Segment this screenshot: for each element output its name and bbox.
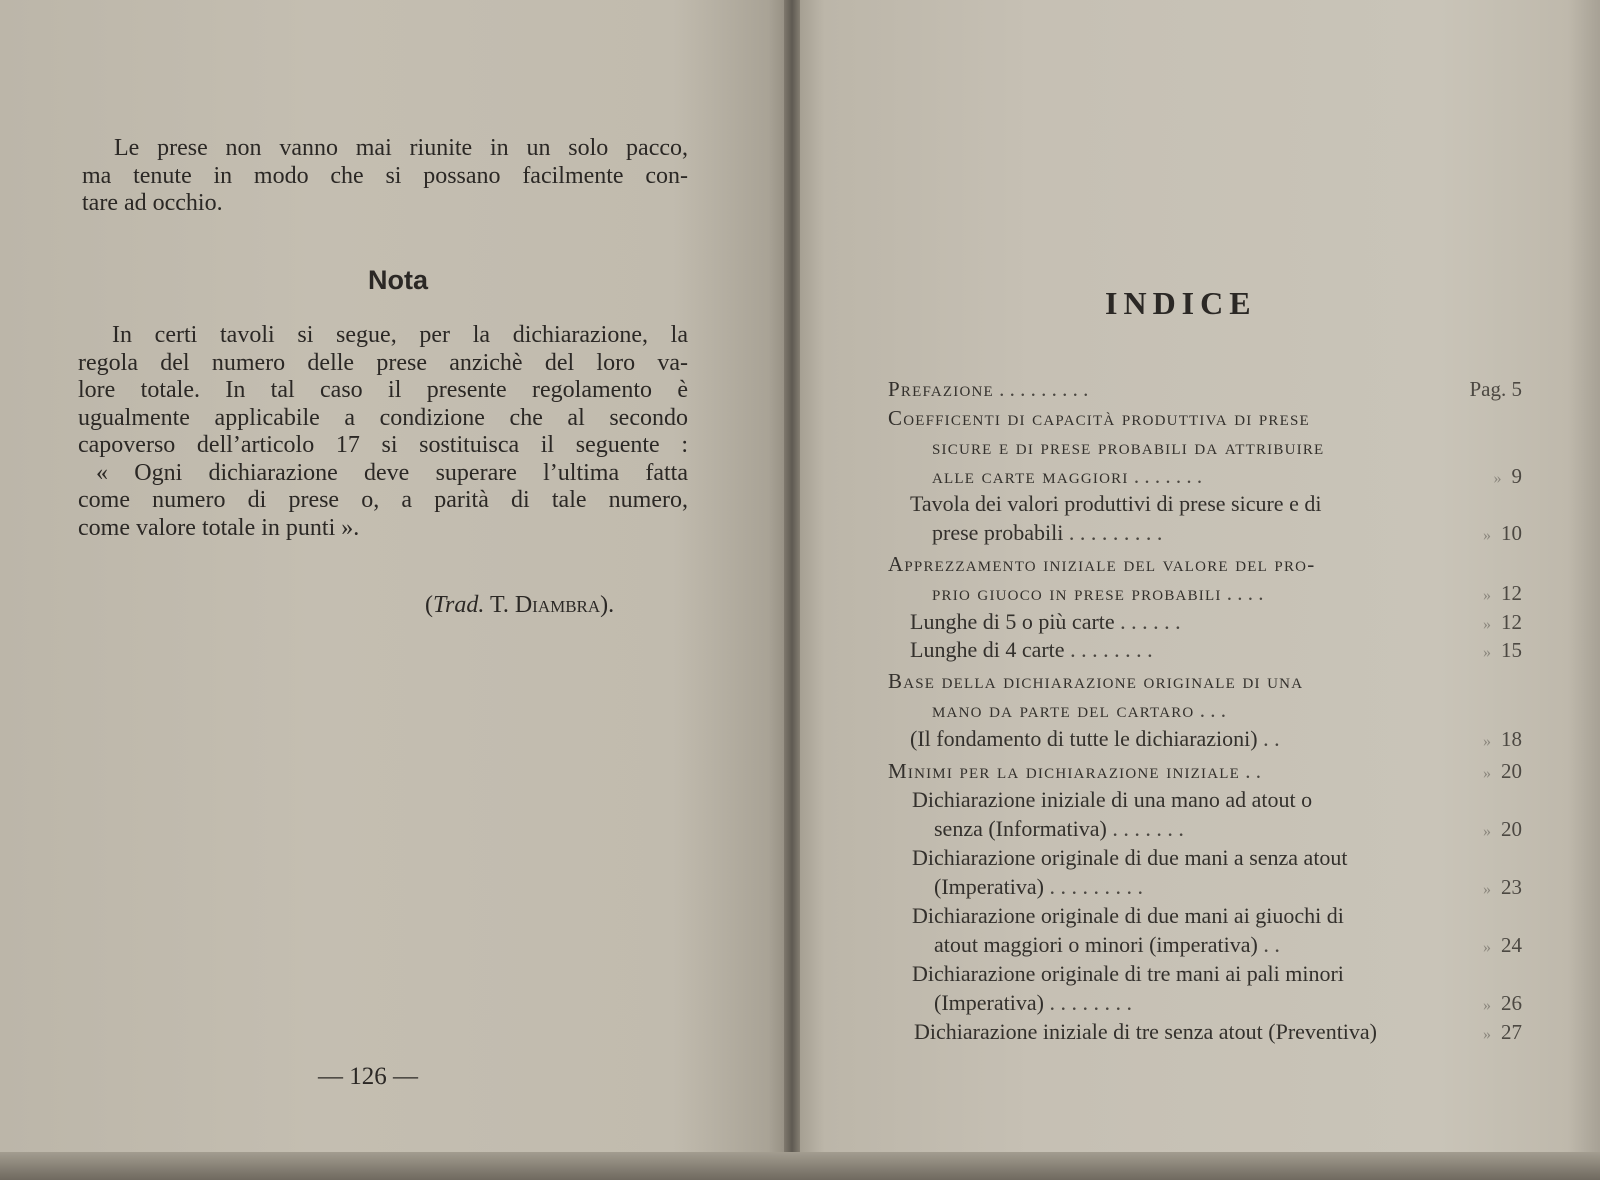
index-entry: [934, 815, 1184, 843]
index-entry: [914, 1018, 1377, 1046]
index-entry-title: Dichiarazione originale di due mani a senza atout: [912, 845, 1348, 870]
index-entry-title: Dichiarazione iniziale di tre senza atout (Preventiva): [914, 1019, 1378, 1044]
index-page-number: [1483, 579, 1522, 607]
index-entry: [910, 636, 1153, 664]
ditto-mark: »: [1483, 527, 1491, 544]
index-entry-title: (Imperativa): [934, 990, 1044, 1015]
index-entry: [932, 462, 1202, 490]
index-entry: [934, 873, 1143, 901]
paragraph-line: regola del numero delle prese anzichè del loro va-: [78, 349, 688, 376]
leader-dots: . . . .: [1221, 581, 1264, 605]
paragraph-line: lore totale. In tal caso il presente regolamento è: [78, 377, 688, 403]
leader-dots: . . . . . . . .: [1064, 637, 1153, 662]
leader-dots: . . . . . . .: [1106, 816, 1184, 841]
index-entry: [910, 725, 1280, 753]
index-entry-title: Coefficenti di capacità produttiva di prese: [888, 406, 1310, 430]
ditto-mark: »: [1483, 939, 1491, 956]
paragraph-line: come numero di prese o, a parità di tale numero,: [78, 487, 688, 513]
index-entry: [888, 375, 1088, 403]
page-ref: 27: [1501, 1020, 1522, 1044]
index-page-number: [1483, 931, 1522, 959]
page-ref: 12: [1501, 581, 1522, 605]
index-entry-title: Minimi per la dichiarazione iniziale: [888, 759, 1240, 783]
leader-dots: . . . . . .: [1114, 609, 1181, 634]
index-entry: [932, 519, 1162, 547]
index-entry-title: prio giuoco in prese probabili: [932, 581, 1222, 605]
index-page-number: [1483, 636, 1522, 664]
index-page-number: [1494, 462, 1523, 490]
page-ref: 20: [1501, 817, 1522, 841]
index-page-number: [1483, 989, 1522, 1017]
index-page-number: [1483, 725, 1522, 753]
index-entry: [932, 579, 1264, 607]
page-ref: 23: [1501, 875, 1522, 899]
index-entry: [912, 902, 1344, 930]
credit-name: T. Diambra).: [484, 592, 615, 618]
index-entry-title: (Il fondamento di tutte le dichiarazioni): [910, 726, 1258, 751]
ditto-mark: »: [1493, 470, 1502, 487]
paragraph-line: ugualmente applicabile a condizione che al secondo: [78, 404, 688, 431]
index-page-number: [1483, 519, 1522, 547]
leader-dots: . . . . . . . . .: [1043, 874, 1143, 899]
index-entry: [888, 404, 1310, 432]
page-ref: 15: [1501, 638, 1522, 662]
index-entry-title: Dichiarazione originale di due mani ai giuochi di: [912, 903, 1344, 928]
index-entry: [888, 667, 1303, 695]
ditto-mark: »: [1483, 881, 1491, 898]
index-entry: [888, 550, 1315, 578]
index-entry-title: senza (Informativa): [934, 816, 1107, 841]
index-entry-title: Lunghe di 4 carte: [910, 637, 1065, 662]
index-entry: [934, 931, 1280, 959]
page-ref: 24: [1501, 933, 1522, 957]
index-title: INDICE: [1105, 285, 1257, 321]
ditto-mark: »: [1483, 616, 1491, 633]
page-ref: 20: [1501, 759, 1522, 783]
paragraph-line: ma tenute in modo che si possano facilmente con-: [82, 162, 688, 189]
ditto-mark: »: [1483, 823, 1491, 840]
index-entry-title: sicure e di prese probabili da attribuire: [932, 435, 1325, 459]
index-entry-title: prese probabili: [932, 520, 1064, 545]
index-page-number: [1483, 1018, 1522, 1046]
index-entry-title: Apprezzamento iniziale del valore del pro-: [888, 552, 1316, 576]
leader-dots: . . .: [1194, 698, 1226, 722]
index-entry-title: Tavola dei valori produttivi di prese sicure e di: [910, 491, 1322, 516]
ditto-mark: »: [1483, 587, 1491, 604]
index-entry: [910, 490, 1321, 518]
paragraph-line: come valore totale in punti ».: [78, 514, 360, 541]
leader-dots: . .: [1240, 759, 1261, 783]
index-entry: [912, 786, 1312, 814]
leader-dots: . .: [1257, 932, 1280, 957]
leader-dots: . .: [1257, 726, 1280, 751]
index-page-number: [1470, 375, 1523, 403]
paragraph-line: capoverso dell’articolo 17 si sostituisca il seguente :: [78, 432, 688, 458]
index-entry: [932, 696, 1226, 724]
index-entry: [912, 960, 1344, 988]
index-page-number: [1483, 608, 1522, 636]
ditto-mark: »: [1483, 765, 1491, 782]
index-entry-title: alle carte maggiori: [932, 464, 1129, 488]
ditto-mark: »: [1483, 733, 1491, 750]
index-entry-title: atout maggiori o minori (imperativa): [934, 932, 1258, 957]
index-entry-title: Prefazione: [888, 377, 994, 401]
credit-italic: Trad.: [433, 592, 485, 618]
index-page-number: [1483, 815, 1522, 843]
index-entry-title: Dichiarazione originale di tre mani ai pali minori: [912, 961, 1344, 986]
index-entry-title: mano da parte del cartaro: [932, 698, 1195, 722]
page-number: — 126 —: [318, 1063, 418, 1090]
ditto-mark: »: [1483, 997, 1491, 1014]
index-page-number: [1483, 873, 1522, 901]
leader-dots: . . . . . . . . .: [993, 377, 1089, 401]
page-ref: Pag. 5: [1469, 377, 1522, 401]
paragraph-line: Le prese non vanno mai riunite in un solo pacco,: [114, 135, 688, 161]
note-heading: Nota: [368, 265, 428, 295]
index-entry-title: Base della dichiarazione originale di una: [888, 669, 1304, 693]
paragraph-line: In certi tavoli si segue, per la dichiarazione, la: [112, 322, 688, 348]
index-entry: [912, 844, 1348, 872]
leader-dots: . . . . . . . . .: [1063, 520, 1163, 545]
index-entry: [934, 989, 1132, 1017]
index-page-number: [1483, 757, 1522, 785]
paragraph-line: tare ad occhio.: [82, 190, 223, 216]
page-ref: 9: [1511, 464, 1522, 488]
index-entry: [932, 433, 1324, 461]
page-ref: 18: [1501, 727, 1522, 751]
paragraph-line: « Ogni dichiarazione deve superare l’ultima fatta: [96, 459, 688, 486]
index-entry-title: (Imperativa): [934, 874, 1044, 899]
ditto-mark: »: [1483, 1026, 1491, 1043]
credit-prefix: (: [425, 592, 433, 618]
leader-dots: . . . . . . .: [1128, 464, 1203, 488]
index-entry-title: Lunghe di 5 o più carte: [910, 609, 1115, 634]
leader-dots: . . . . . . . .: [1043, 990, 1132, 1015]
page-ref: 10: [1501, 521, 1522, 545]
ditto-mark: »: [1483, 644, 1491, 661]
page-ref: 12: [1501, 610, 1522, 634]
index-entry-title: Dichiarazione iniziale di una mano ad atout o: [912, 787, 1313, 812]
index-entry: [888, 757, 1261, 785]
index-entry: [910, 608, 1181, 636]
page-ref: 26: [1501, 991, 1522, 1015]
